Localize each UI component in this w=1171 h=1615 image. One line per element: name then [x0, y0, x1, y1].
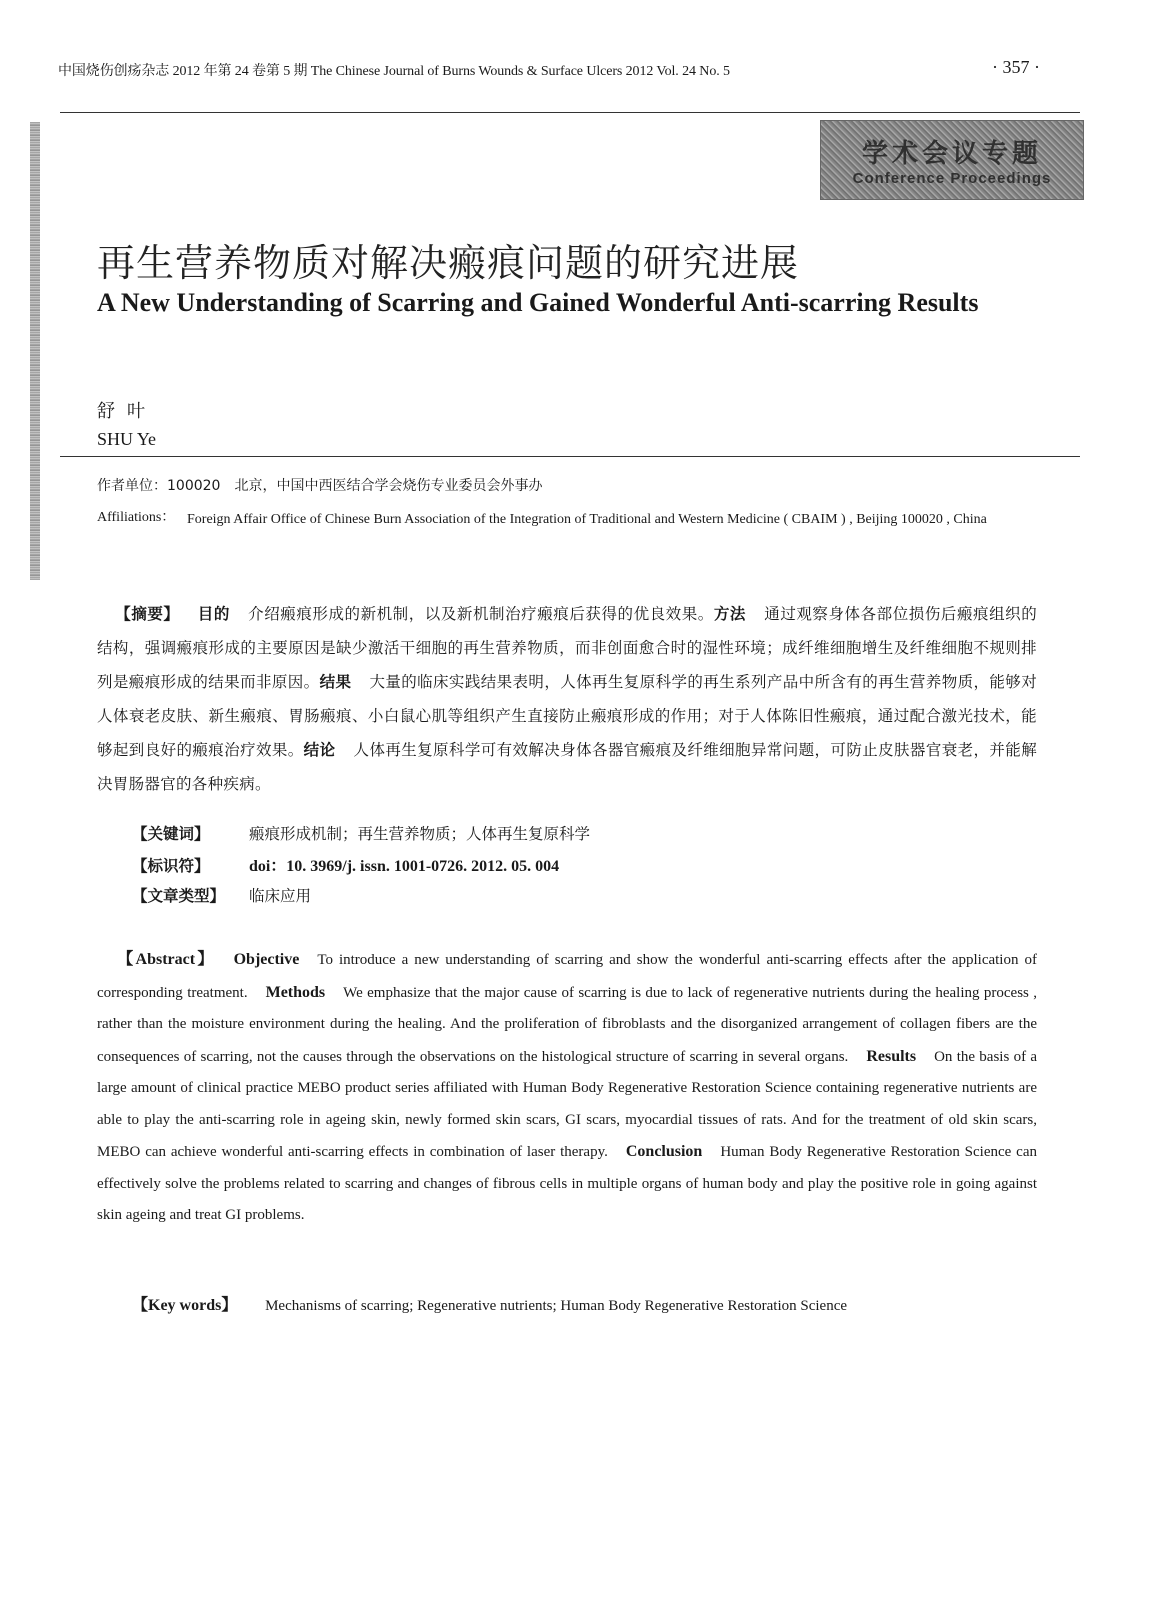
- identifier-label: 【标识符】: [132, 857, 210, 875]
- abstract-en: [97, 944, 1037, 1232]
- abstract-en-label: 【Abstract】: [115, 951, 216, 968]
- abstract-cn-label: 【摘要】: [115, 605, 180, 623]
- keywords-cn: 瘢痕形成机制；再生营养物质；人体再生复原科学: [248, 825, 590, 843]
- abstract-cn-conclusion: 人体再生复原科学可有效解决身体各器官瘢痕及纤维细胞异常问题，可防止皮肤器官衰老，并能解决胃肠器官的各种疾病。: [97, 741, 1037, 793]
- section-badge: [820, 120, 1084, 200]
- abstract-cn: [97, 597, 1037, 801]
- header-rule: [60, 112, 1080, 113]
- keywords-en-label: 【Key words】: [132, 1297, 238, 1314]
- abstract-en-objective: To introduce a new understanding of scarring and show the wonderful anti-scarring effects after the application of corresponding treatment.: [97, 952, 1037, 1001]
- article-type: 临床应用: [248, 887, 311, 905]
- abstract-en-results: On the basis of a large amount of clinical practice MEBO product series affiliated with Human Body Regenerative Restoration Science containing regenerative nutrients are able to play the anti-scarring role in ageing skin, newly formed skin scars, GI scars, myocardial tissues of rats. And for the treatment of old skin scars, MEBO can achieve wonderful anti-scarring effects in combination of laser therapy.: [97, 1048, 1037, 1160]
- abstract-cn-objective-label: 目的: [197, 605, 230, 623]
- keywords-cn-row: [132, 822, 590, 844]
- article-type-row: [132, 884, 311, 906]
- abstract-cn-methods: 通过观察身体各部位损伤后瘢痕组织的结构，强调瘢痕形成的主要原因是缺少激活干细胞的再生营养物质，而非创面愈合时的湿性环境；成纤维细胞增生及纤维细胞不规则排列是瘢痕形成的结果而非原因。: [97, 605, 1038, 691]
- abstract-cn-results: 大量的临床实践结果表明，人体再生复原科学的再生系列产品中所含有的再生营养物质，能够对人体衰老皮肤、新生瘢痕、胃肠瘢痕、小白鼠心肌等组织产生直接防止瘢痕形成的作用；对于人体陈旧性瘢痕，通过配合激光技术，能够起到良好的瘢痕治疗效果。: [97, 673, 1038, 759]
- abstract-cn-results-label: 结果: [319, 673, 352, 691]
- affiliation-en: Foreign Affair Office of Chinese Burn Association of the Integration of Traditional and Western Medicine ( CBAIM ) , Beijing 100020 , China: [187, 512, 987, 527]
- section-badge-cn: 学术会议专题: [861, 139, 1042, 169]
- section-badge-en: Conference Proceedings: [852, 170, 1052, 187]
- abstract-cn-conclusion-label: 结论: [303, 741, 336, 759]
- keywords-en-row: [132, 1292, 847, 1315]
- running-head: 中国烧伤创疡杂志 2012 年第 24 卷第 5 期 The Chinese Journal of Burns Wounds & Surface Ulcers 2012 Vol. 24 No. 5: [58, 64, 730, 79]
- keywords-cn-label: 【关键词】: [132, 825, 210, 843]
- page-number: · 357 ·: [992, 57, 1040, 77]
- abstract-en-conclusion: Human Body Regenerative Restoration Science can effectively solve the problems related to scarring and changes of fibrous cells in multiple organs of human body and play the positive role in going against skin ageing and treat GI problems.: [97, 1144, 1037, 1223]
- abstract-cn-methods-label: 方法: [713, 605, 746, 623]
- title-en: A New Understanding of Scarring and Gained Wonderful Anti-scarring Results: [97, 288, 979, 317]
- decorative-side-bar: [30, 122, 40, 580]
- abstract-en-results-label: Results: [866, 1047, 917, 1065]
- keywords-en: Mechanisms of scarring; Regenerative nutrients; Human Body Regenerative Restoration Science: [265, 1298, 848, 1314]
- abstract-en-methods-label: Methods: [265, 983, 326, 1001]
- title-cn: 再生营养物质对解决瘢痕问题的研究进展: [97, 241, 800, 285]
- author-cn: 舒叶: [97, 401, 157, 422]
- abstract-cn-objective: 介绍瘢痕形成的新机制，以及新机制治疗瘢痕后获得的优良效果。: [247, 605, 714, 623]
- abstract-en-methods: We emphasize that the major cause of scarring is due to lack of regenerative nutrients during the healing process , rather than the moisture environment during the healing. And the proliferation of fibroblasts and the disorganized arrangement of collagen fibers are the consequences of scarring, not the causes through the observations on the histological structure of scarring in several organs.: [97, 984, 1037, 1065]
- author-en: SHU Ye: [97, 429, 157, 449]
- abstract-en-conclusion-label: Conclusion: [625, 1143, 703, 1160]
- author-rule: [60, 456, 1080, 457]
- identifier-row: [132, 853, 559, 876]
- abstract-en-objective-label: Objective: [233, 951, 300, 968]
- doi: doi：10. 3969/j. issn. 1001-0726. 2012. 05. 004: [248, 858, 560, 875]
- affiliation-en-label: Affiliations：: [97, 510, 176, 525]
- article-type-label: 【文章类型】: [132, 887, 226, 905]
- affiliation-cn: 作者单位：100020 北京，中国中西医结合学会烧伤专业委员会外事办: [97, 478, 543, 494]
